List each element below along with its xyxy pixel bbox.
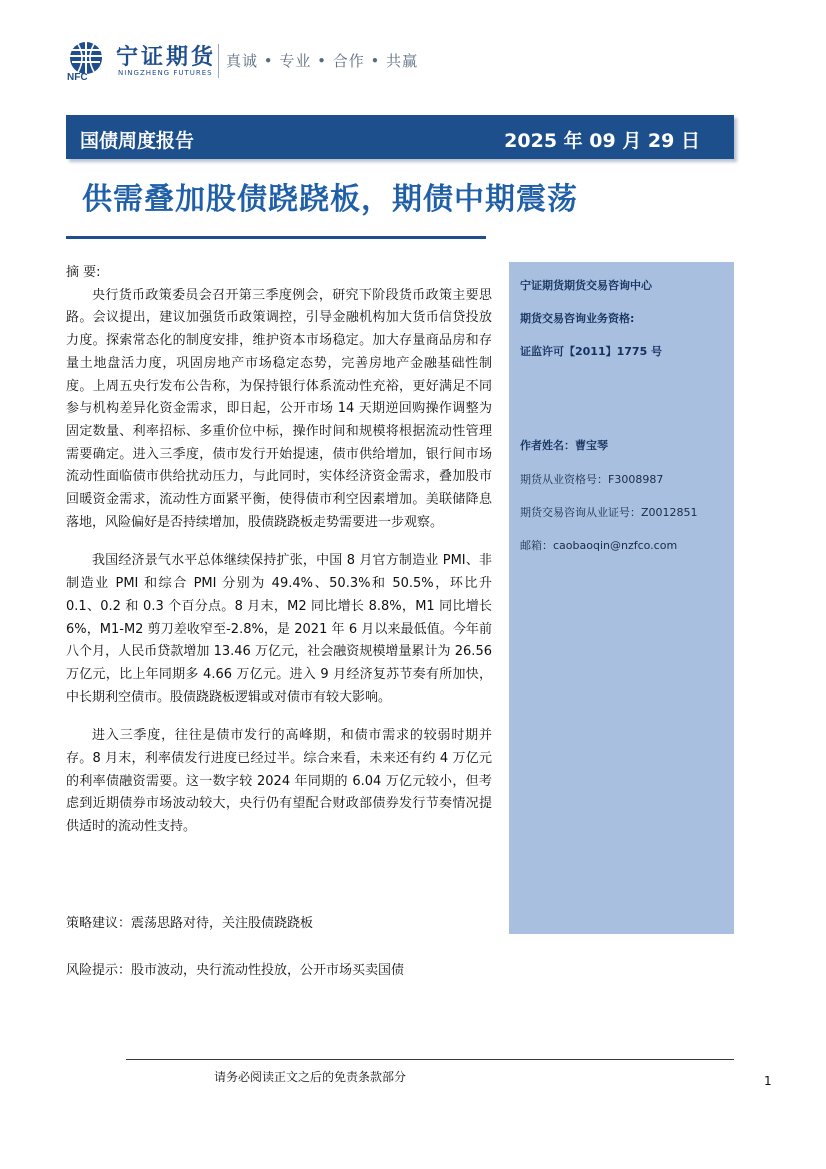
author-email[interactable]: 邮箱：caobaoqin@nzfco.com xyxy=(520,539,678,552)
brand-abbr: NFC xyxy=(67,72,88,80)
report-banner xyxy=(66,115,734,159)
footer-disclaimer: 请务必阅读正文之后的免责条款部分 xyxy=(214,1070,407,1084)
brand-name-cn: 宁证期货 xyxy=(116,45,217,70)
brand-name-en: NINGZHENG FUTURES xyxy=(118,69,213,77)
globe-logo-icon xyxy=(66,40,106,80)
abstract-label: 摘 要: xyxy=(66,265,101,280)
strategy-suggestion: 策略建议：震荡思路对待，关注股债跷跷板 xyxy=(66,916,314,931)
footer-rule xyxy=(126,1059,734,1060)
qualification-label: 期货交易咨询业务资格: xyxy=(520,312,635,325)
company-slogan: 真诚 • 专业 • 合作 • 共赢 xyxy=(226,52,419,70)
report-headline: 供需叠加股债跷跷板，期债中期震荡 xyxy=(82,182,578,217)
info-sidebar xyxy=(509,262,734,934)
abstract-paragraph-1: 央行货币政策委员会召开第三季度例会，研究下阶段货币政策主要思路。会议提出，建议加强货币政策调控，引导金融机构加大货币信贷投放力度。探索常态化的制度安排，维护资本市场稳定。加大存量商品房和存量土地盘活力度，巩固房地产市场稳定态势，完善房地产金融基础性制度。上周五央行发布公告称，为保持银行体系流动性充裕，更好满足不同参与机构差异化资金需求，即日起，公开市场 14 天期逆回购操作调整为固定数量、利率招标、多重价位中标，操作时间和规模将根据流动性管理需要确定。进入三季度，债市发行开始提速，债市供给增加，银行间市场流动性面临债市供给扰动压力，与此同时，实体经济资金需求，叠加股市回暖资金需求，流动性方面紧平衡，使得债市利空因素增加。美联储降息落地，风险偏好是否持续增加，股债跷跷板走势需要进一步观察。 xyxy=(66,287,492,530)
consulting-center: 宁证期货期货交易咨询中心 xyxy=(520,279,652,292)
abstract-paragraph-2: 我国经济景气水平总体继续保持扩张，中国 8 月官方制造业 PMI、非制造业 PMI 和综合 PMI 分别为 49.4%、50.3%和 50.5%，环比升 0.1、0.2 和 0.3 个百分点。8 月末，M2 同比增长 8.8%，M1 同比增长 6%，M1-M2 剪刀差收窄至-2.8%，是 2021 年 6 月以来最低值。今年前八个月，人民币贷款增加 13.46 万亿元，社会融资规模增量累计为 26.56 万亿元，比上年同期多 4.66 万亿元。进入 9 月经济复苏节奏有所加快，中长期利空债市。股债跷跷板逻辑或对债市有较大影响。 xyxy=(66,553,492,705)
author-name: 作者姓名：曹宝琴 xyxy=(520,439,608,452)
page-number: 1 xyxy=(764,1074,772,1088)
abstract-section xyxy=(66,262,492,839)
report-date: 2025 年 09 月 29 日 xyxy=(504,130,700,152)
abstract-paragraph-3: 进入三季度，往往是债市发行的高峰期，和债市需求的较弱时期并存。8 月末，利率债发行进度已经过半。综合来看，未来还有约 4 万亿元的利率债融资需要。这一数字较 2024 年同期的 6.04 万亿元较小，但考虑到近期债券市场波动较大，央行仍有望配合财政部债券发行节奏情况提供适时的流动性支持。 xyxy=(66,728,492,835)
report-type: 国债周度报告 xyxy=(80,130,195,152)
headline-rule xyxy=(66,236,486,239)
practice-license: 期货从业资格号：F3008987 xyxy=(520,473,664,486)
header-separator xyxy=(218,44,219,78)
consult-license: 期货交易咨询从业证号：Z0012851 xyxy=(520,506,698,519)
risk-warning: 风险提示：股市波动，央行流动性投放，公开市场买卖国债 xyxy=(66,963,405,978)
company-logo xyxy=(66,38,216,84)
license-number: 证监许可【2011】1775 号 xyxy=(520,345,663,358)
